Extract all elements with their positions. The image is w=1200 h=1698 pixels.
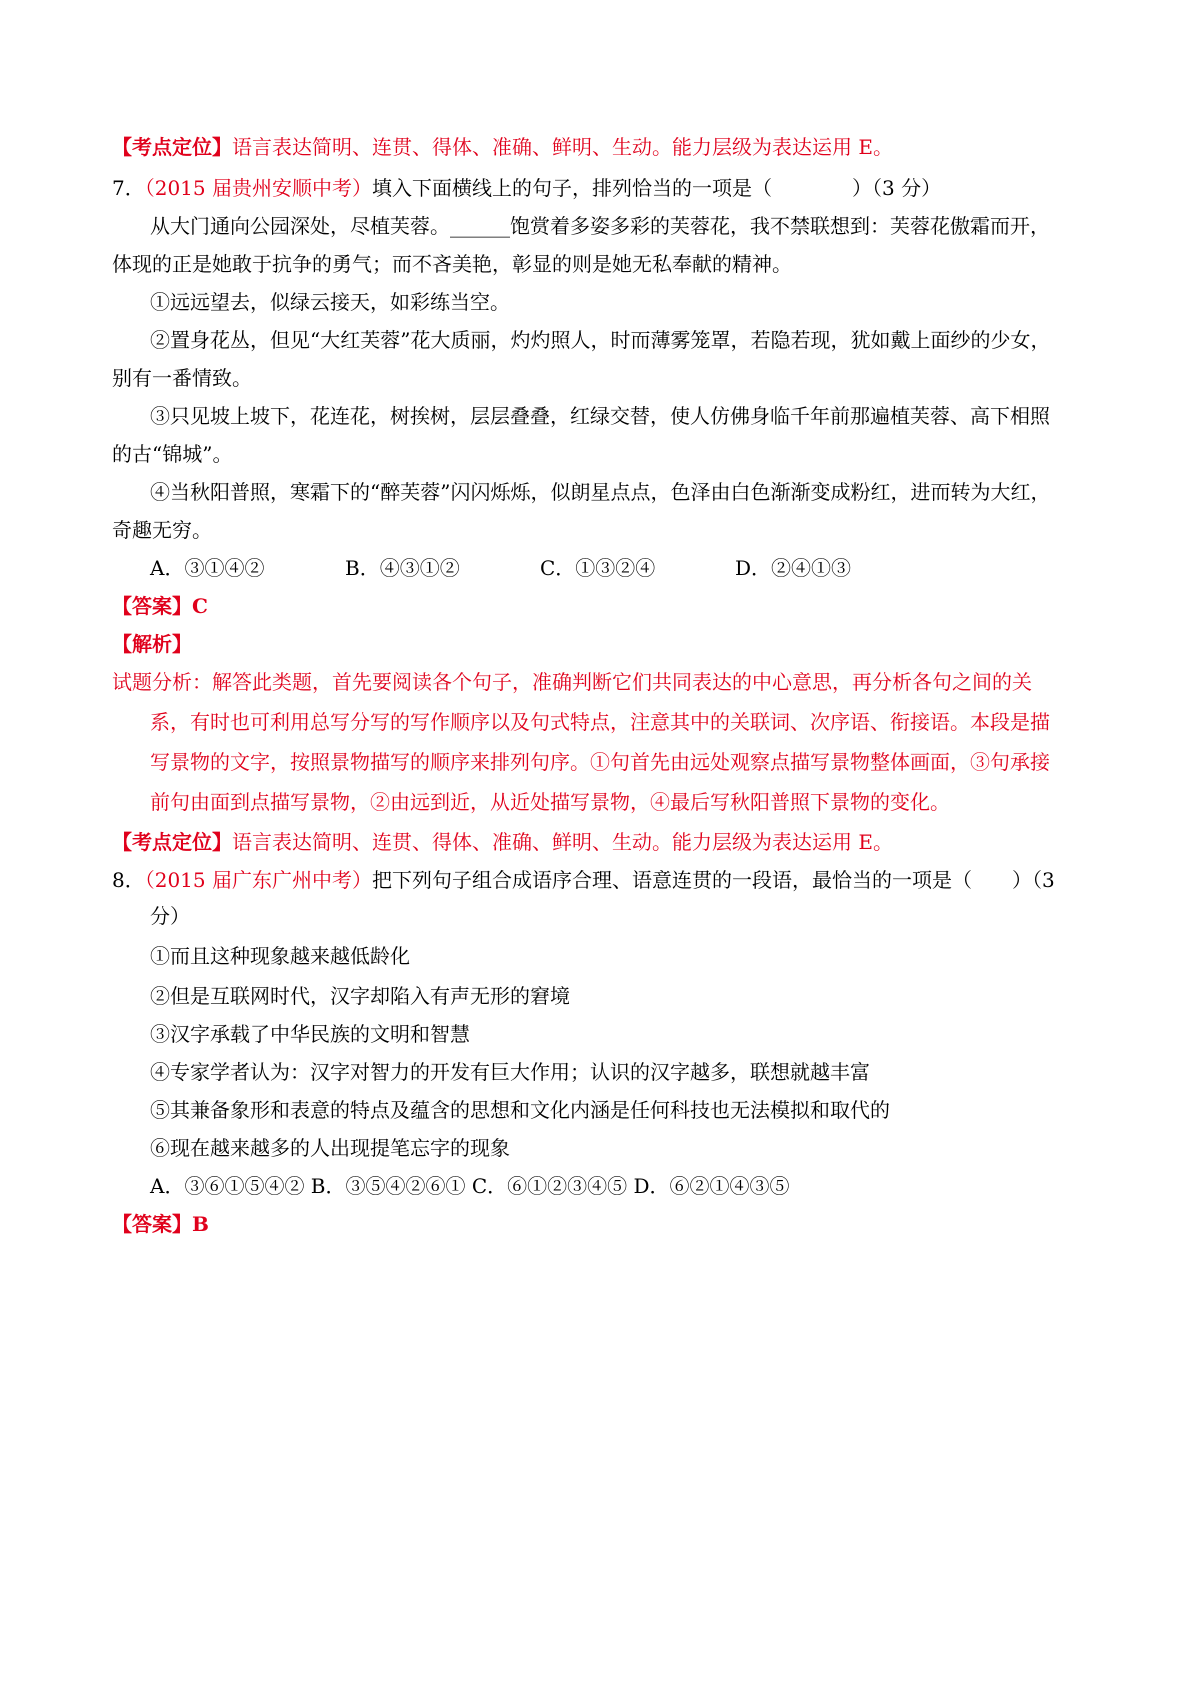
q7-sentence-4b: 奇趣无穷。: [112, 518, 212, 542]
q7-passage-line-1: 从大门通向公园深处，尽植芙蓉。______饱赏着多姿多彩的芙蓉花，我不禁联想到：芙蓉花傲霜而开，: [150, 214, 1050, 238]
q7-source: （2015 届贵州安顺中考）: [144, 176, 372, 200]
q8-sentence-4: ④专家学者认为：汉字对智力的开发有巨大作用；认识的汉字越多，联想就越丰富: [150, 1060, 870, 1084]
q8-sentence-2: ②但是互联网时代，汉字却陷入有声无形的窘境: [150, 984, 570, 1008]
kaodian-text: 语言表达简明、连贯、得体、准确、鲜明、生动。能力层级为表达运用 E。: [232, 135, 893, 159]
q8-answer-value: B: [192, 1212, 209, 1236]
q8-sentence-1: ①而且这种现象越来越低龄化: [150, 944, 410, 968]
q7-sentence-3a: ③只见坡上坡下，花连花，树挨树，层层叠叠，红绿交替，使人仿佛身临千年前那遍植芙蓉、高下相照: [150, 404, 1050, 428]
q7-answer-value: C: [192, 594, 208, 618]
q7-sentence-2b: 别有一番情致。: [112, 366, 252, 390]
q7-analysis-line-1: 试题分析：解答此类题，首先要阅读各个句子，准确判断它们共同表达的中心意思，再分析各句之间的关: [112, 670, 1032, 694]
q7-passage-line-2: 体现的正是她敢于抗争的勇气；而不吝美艳，彰显的则是她无私奉献的精神。: [112, 252, 792, 276]
kaodian-label: 【考点定位】: [112, 135, 232, 159]
q7-kaodian: [112, 830, 893, 854]
q7-sentence-1: ①远远望去，似绿云接天，如彩练当空。: [150, 290, 510, 314]
kaodian-line-top: [112, 135, 893, 159]
q8-header: [112, 868, 1055, 892]
q7-options: [150, 556, 851, 580]
q8-source: （2015 届广东广州中考）: [144, 868, 372, 892]
q8-sentence-5: ⑤其兼备象形和表意的特点及蕴含的思想和文化内涵是任何科技也无法模拟和取代的: [150, 1098, 890, 1122]
q7-option-a: A．③①④②: [150, 556, 265, 580]
q8-sentence-3: ③汉字承载了中华民族的文明和智慧: [150, 1022, 470, 1046]
q7-sentence-4a: ④当秋阳普照，寒霜下的“醉芙蓉”闪闪烁烁，似朗星点点，色泽由白色渐渐变成粉红，进而转为大红，: [150, 480, 1051, 504]
q7-option-d: D．②④①③: [735, 556, 852, 580]
q7-sentence-2a: ②置身花丛，但见“大红芙蓉”花大质丽，灼灼照人，时而薄雾笼罩，若隐若现，犹如戴上面纱的少女，: [150, 328, 1051, 352]
q7-answer: [112, 594, 208, 618]
q8-stem-cont: 分）: [150, 904, 190, 928]
q7-option-c: C．①③②④: [540, 556, 656, 580]
q7-number: 7．: [112, 176, 145, 200]
q8-options: A．③⑥①⑤④② B．③⑤④②⑥① C．⑥①②③④⑤ D．⑥②①④③⑤: [150, 1174, 790, 1198]
q8-sentence-6: ⑥现在越来越多的人出现提笔忘字的现象: [150, 1136, 510, 1160]
q7-answer-label: 【答案】: [112, 594, 192, 618]
q7-kaodian-label: 【考点定位】: [112, 830, 232, 854]
q7-stem: 填入下面横线上的句子，排列恰当的一项是（ ）（3 分）: [372, 176, 942, 200]
q7-analysis-line-2: 系，有时也可利用总写分写的写作顺序以及句式特点，注意其中的关联词、次序语、衔接语。本段是描: [150, 710, 1050, 734]
q7-sentence-3b: 的古“锦城”。: [112, 442, 233, 466]
q7-analysis-label: 【解析】: [112, 632, 192, 656]
q7-analysis-line-4: 前句由面到点描写景物，②由远到近，从近处描写景物，④最后写秋阳普照下景物的变化。: [150, 790, 950, 814]
q7-header: [112, 176, 941, 200]
q8-answer-label: 【答案】: [112, 1212, 192, 1236]
q7-analysis-line-3: 写景物的文字，按照景物描写的顺序来排列句序。①句首先由远处观察点描写景物整体画面，③句承接: [150, 750, 1050, 774]
q8-stem: 把下列句子组合成语序合理、语意连贯的一段语，最恰当的一项是（ ）（3: [372, 868, 1055, 892]
q7-kaodian-text: 语言表达简明、连贯、得体、准确、鲜明、生动。能力层级为表达运用 E。: [232, 830, 893, 854]
q8-answer: [112, 1212, 209, 1236]
q7-option-b: B．④③①②: [345, 556, 460, 580]
q8-number: 8．: [112, 868, 145, 892]
